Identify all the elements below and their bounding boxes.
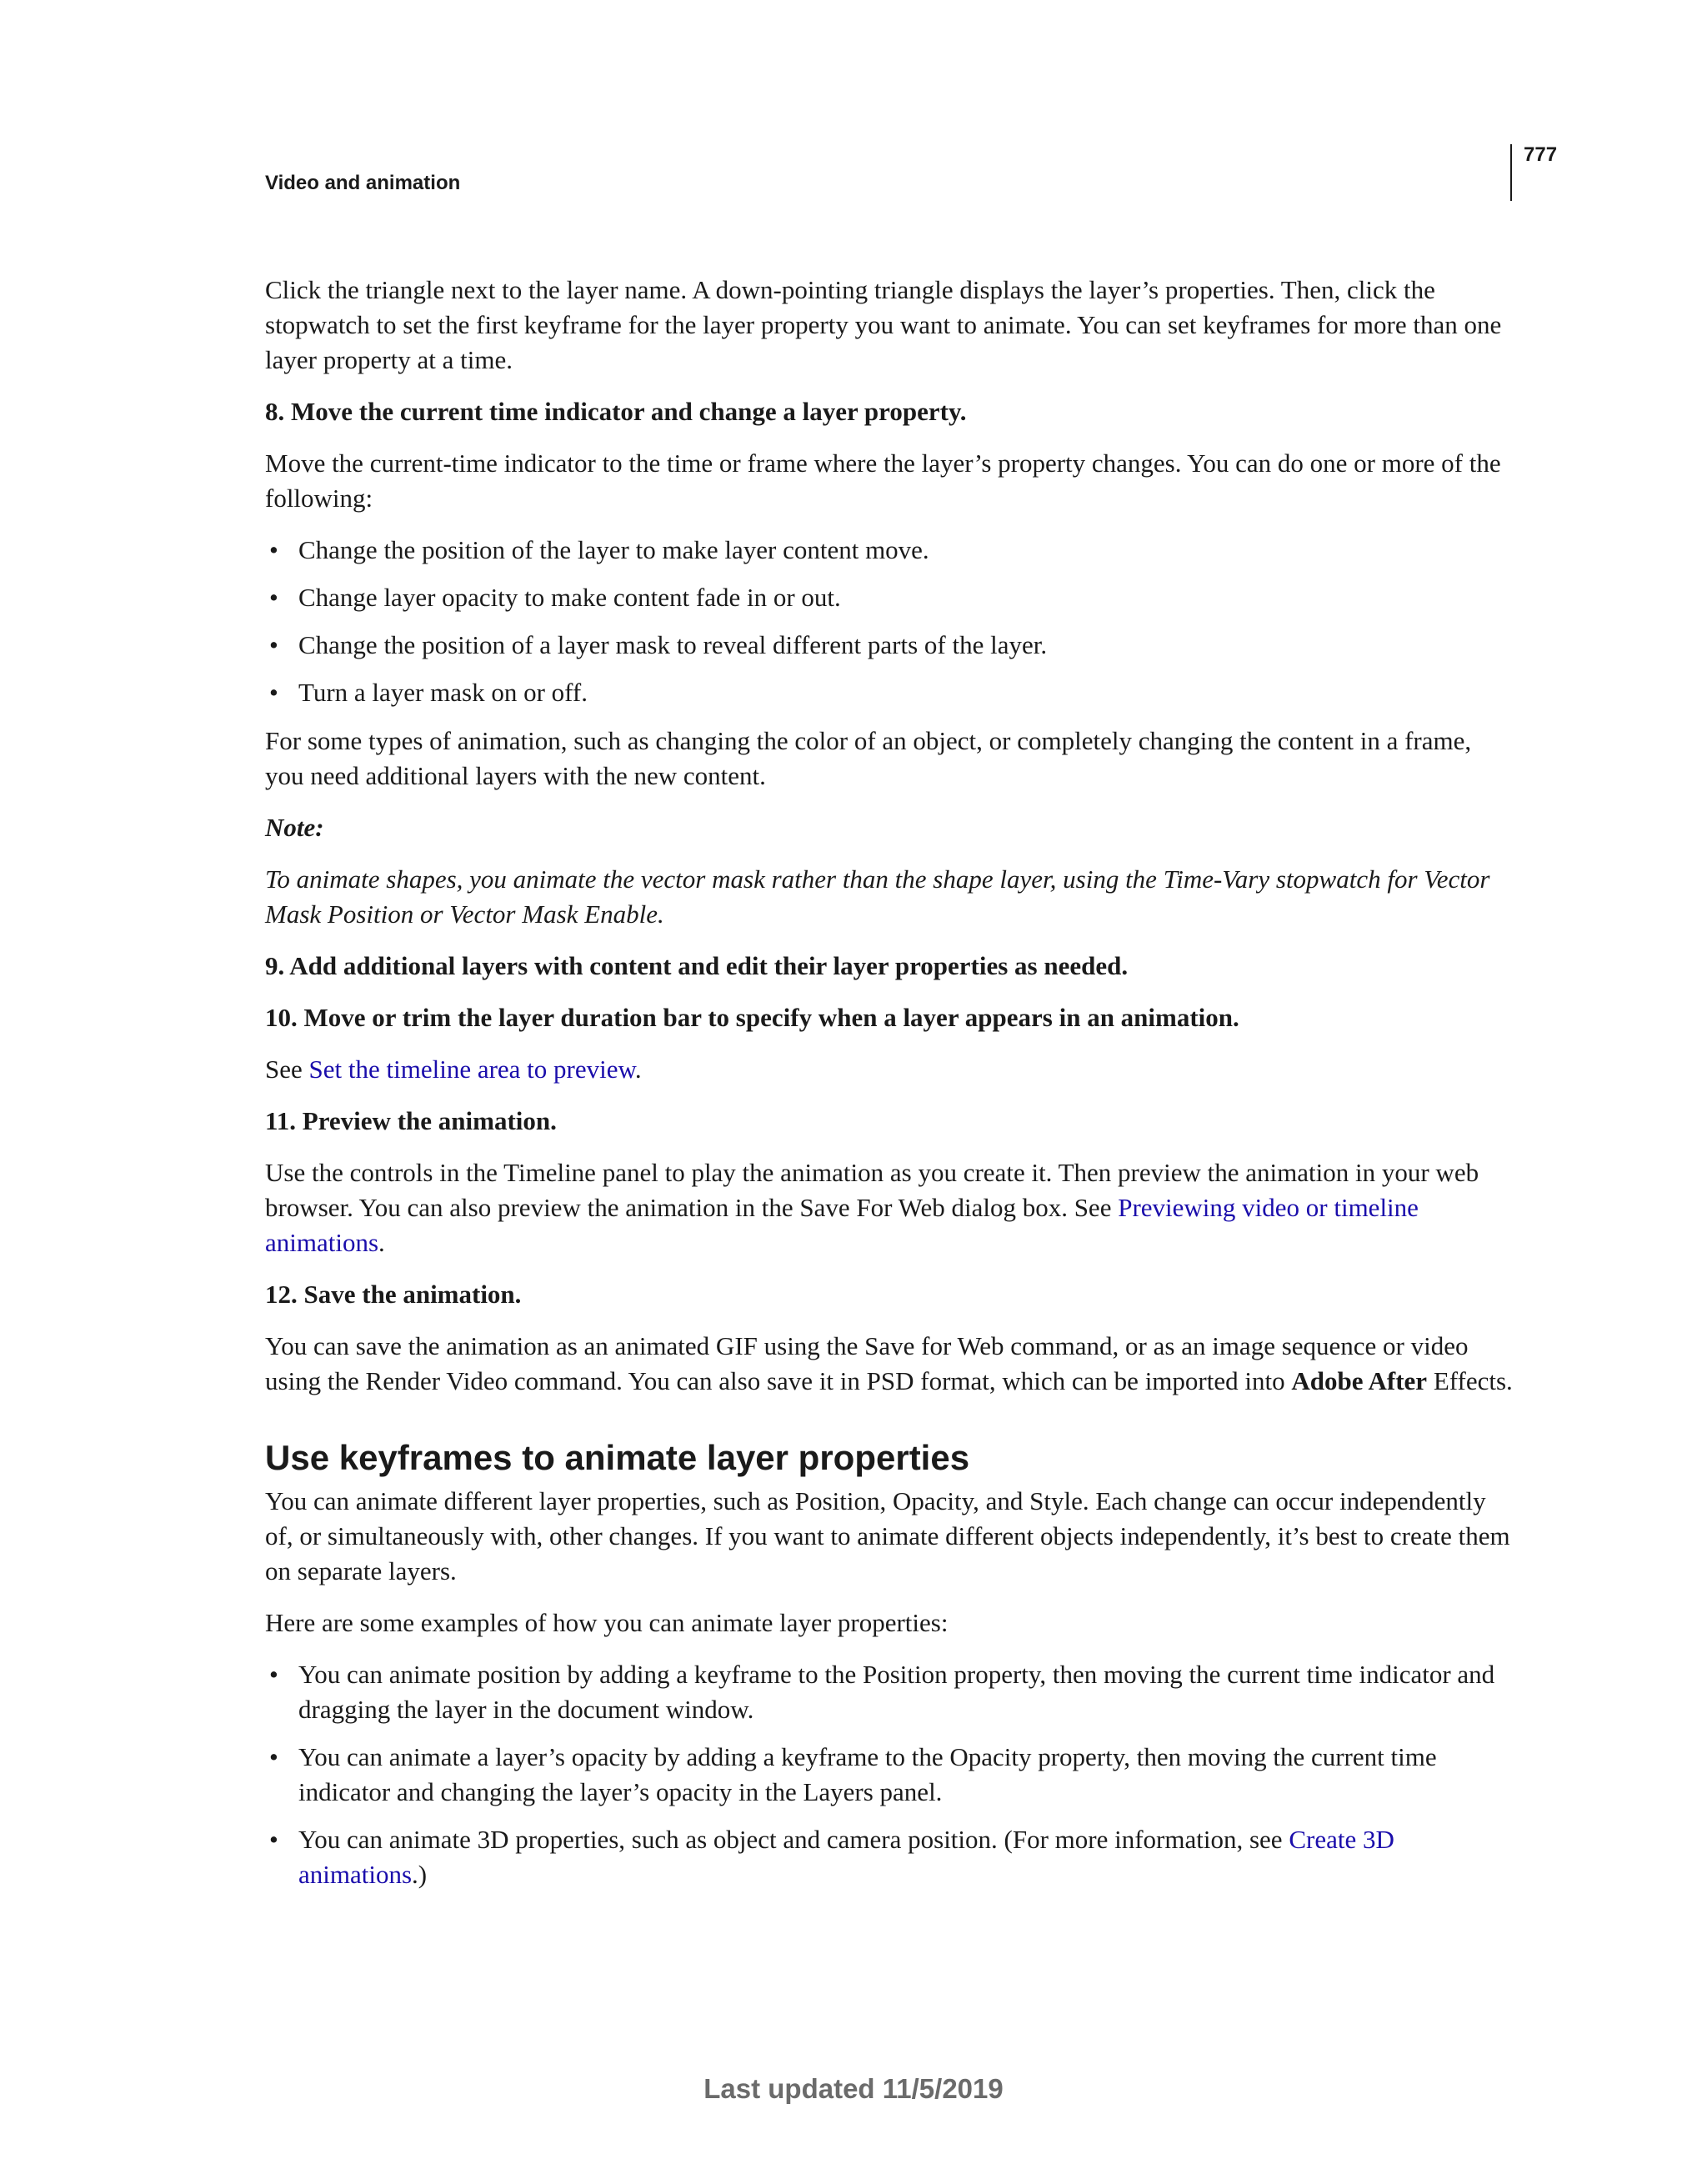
step-11-body: Use the controls in the Timeline panel to play the animation as you create it. Then preview the animation in your web browser. You can also preview the animation in the Save For Web dialog box. See xyxy=(265,1158,1479,1222)
footer-last-updated: Last updated 11/5/2019 xyxy=(703,2073,1004,2104)
step-9-heading: 9. Add additional layers with content and edit their layer properties as needed. xyxy=(265,951,1129,980)
see-prefix: See xyxy=(265,1054,309,1084)
create-3d-animations-link[interactable]: Create 3D animations xyxy=(298,1825,1394,1889)
note-text: To animate shapes, you animate the vector mask rather than the shape layer, using the Time-Vary stopwatch for Vector Mask Position or Vector Mask Enable. xyxy=(265,864,1490,929)
previewing-video-link[interactable]: Previewing video or timeline animations xyxy=(265,1193,1419,1257)
list-item-text: You can animate a layer’s opacity by adding a keyframe to the Opacity property, then moving the current time indicator and changing the layer’s opacity in the Layers panel. xyxy=(298,1742,1437,1806)
bullet-3-prefix: You can animate 3D properties, such as object and camera position. (For more information, see xyxy=(298,1825,1289,1854)
note-label: Note: xyxy=(265,813,324,842)
step-8-bullet-list xyxy=(265,533,1515,710)
bullet-glyph: • xyxy=(269,583,278,612)
header-divider xyxy=(1510,144,1512,201)
bullet-glyph: • xyxy=(269,1660,278,1689)
step-10-see xyxy=(265,1052,1515,1087)
list-item-text: Change the position of a layer mask to reveal different parts of the layer. xyxy=(298,630,1048,659)
list-item-text: Change the position of the layer to make layer content move. xyxy=(298,535,929,564)
list-item xyxy=(265,1822,1515,1892)
step-8-heading: 8. Move the current time indicator and change a layer property. xyxy=(265,397,967,426)
list-item xyxy=(265,580,1515,615)
step-8-text: Move the current-time indicator to the time or frame where the layer’s property changes. You can do one or more of the following: xyxy=(265,448,1501,513)
adobe-after-bold: Adobe After xyxy=(1291,1366,1428,1395)
step-12-heading: 12. Save the animation. xyxy=(265,1280,522,1309)
list-item xyxy=(265,675,1515,710)
section-paragraph-1: You can animate different layer properties, such as Position, Opacity, and Style. Each change can occur independently of, or simultaneously with, other changes. If you want to animate different objects independently, it’s best to create them on separate layers. xyxy=(265,1486,1510,1585)
set-timeline-area-link[interactable]: Set the timeline area to preview xyxy=(308,1054,635,1084)
step-12-body: You can save the animation as an animated GIF using the Save for Web command, or as an image sequence or video using the Render Video command. You can also save it in PSD format, which can be imported into xyxy=(265,1331,1469,1395)
bullet-3-suffix: .) xyxy=(412,1860,428,1889)
step-11-heading: 11. Preview the animation. xyxy=(265,1106,557,1135)
list-item xyxy=(265,1657,1515,1727)
bullet-glyph: • xyxy=(269,678,278,707)
list-item-text: Change layer opacity to make content fade in or out. xyxy=(298,583,841,612)
section-bullet-list xyxy=(265,1657,1515,1892)
step-11-text xyxy=(265,1155,1515,1260)
list-item xyxy=(265,533,1515,568)
list-item xyxy=(265,628,1515,663)
bullet-glyph: • xyxy=(269,1825,278,1854)
list-item-text: Turn a layer mask on or off. xyxy=(298,678,588,707)
step-11-suffix: . xyxy=(378,1228,385,1257)
bullet-glyph: • xyxy=(269,535,278,564)
section-heading: Use keyframes to animate layer properties xyxy=(265,1438,970,1477)
list-item xyxy=(265,1740,1515,1810)
page-number: 777 xyxy=(1524,143,1558,166)
list-item-text: You can animate position by adding a keyframe to the Position property, then moving the current time indicator and dragging the layer in the document window. xyxy=(298,1660,1495,1724)
section-paragraph-2: Here are some examples of how you can animate layer properties: xyxy=(265,1608,949,1637)
list-item-text xyxy=(298,1825,1394,1889)
see-suffix: . xyxy=(634,1054,642,1084)
bullet-glyph: • xyxy=(269,1742,278,1771)
step-8-after-text: For some types of animation, such as changing the color of an object, or completely changing the content in a frame, you need additional layers with the new content. xyxy=(265,726,1472,790)
document-content xyxy=(265,273,1515,1906)
step-12-suffix: Effects. xyxy=(1427,1366,1513,1395)
intro-paragraph: Click the triangle next to the layer name. A down-pointing triangle displays the layer’s properties. Then, click the stopwatch to set the first keyframe for the layer property you want to animate. You can set keyframes for more than one layer property at a time. xyxy=(265,275,1502,374)
bullet-glyph: • xyxy=(269,630,278,659)
header-section-title: Video and animation xyxy=(265,172,461,194)
step-12-text xyxy=(265,1329,1515,1399)
step-10-heading: 10. Move or trim the layer duration bar to specify when a layer appears in an animation. xyxy=(265,1003,1239,1032)
